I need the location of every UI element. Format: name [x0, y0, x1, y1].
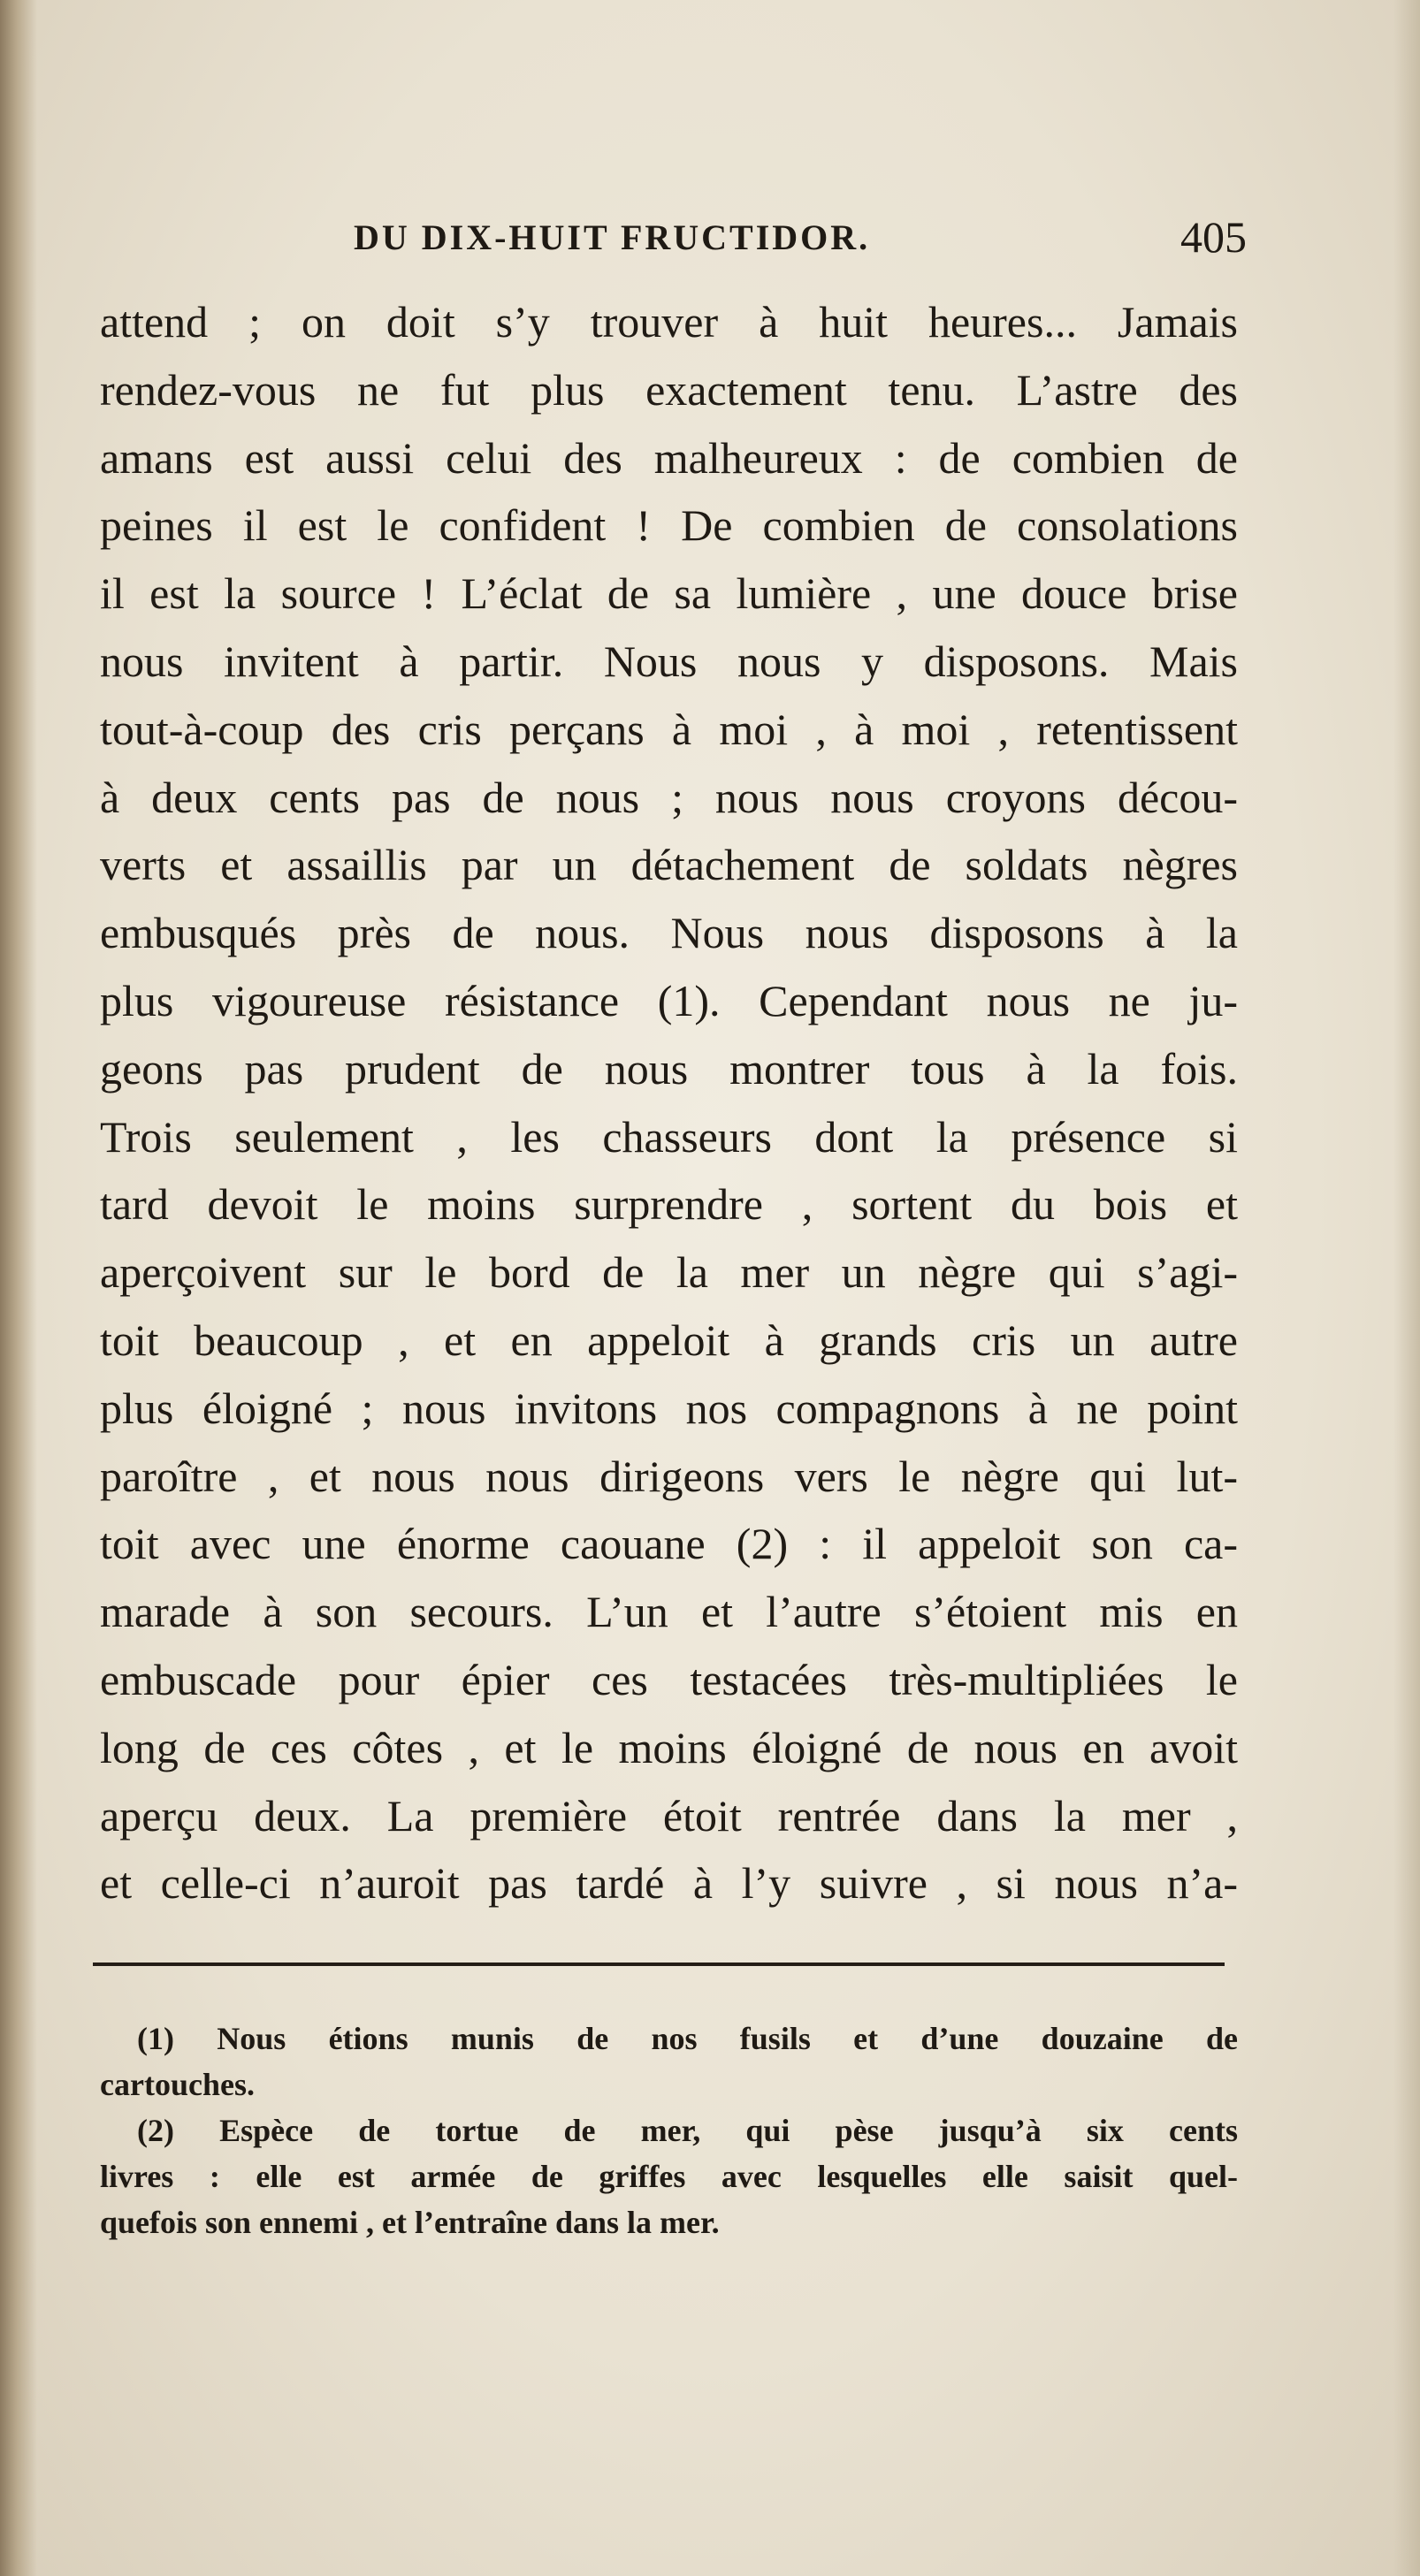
text-line: plus vigoureuse résistance (1). Cependant nous ne ju-	[100, 975, 1238, 1025]
footnote-line: livres : elle est armée de griffes avec lesquelles elle saisit quel-	[100, 2159, 1238, 2194]
text-line: embuscade pour épier ces testacées très-multipliées le	[100, 1654, 1238, 1704]
text-line: attend ; on doit s’y trouver à huit heures... Jamais	[100, 297, 1238, 347]
running-title: DU DIX-HUIT FRUCTIDOR.	[354, 217, 871, 257]
text-line: long de ces côtes , et le moins éloigné de nous en avoit	[100, 1722, 1238, 1772]
text-line: amans est aussi celui des malheureux : de combien de	[100, 432, 1238, 483]
body-text	[100, 288, 1238, 1917]
text-line: aperçoivent sur le bord de la mer un nègre qui s’agi-	[100, 1247, 1238, 1298]
text-line: à deux cents pas de nous ; nous nous croyons décou-	[100, 772, 1238, 822]
footnote-line: quefois son ennemi , et l’entraîne dans la mer.	[100, 2205, 720, 2240]
footnote-line: cartouches.	[100, 2067, 255, 2102]
text-line: verts et assaillis par un détachement de soldats nègres	[100, 840, 1238, 890]
text-line: nous invitent à partir. Nous nous y disposons. Mais	[100, 636, 1238, 686]
text-line: Trois seulement , les chasseurs dont la présence si	[100, 1111, 1238, 1162]
text-line: geons pas prudent de nous montrer tous à la fois.	[100, 1043, 1238, 1094]
page-number: 405	[1180, 212, 1247, 262]
footnote-rule	[93, 1962, 1225, 1966]
page-header	[354, 212, 1247, 278]
footnote-line: (2) Espèce de tortue de mer, qui pèse jusqu’à six cents	[137, 2113, 1238, 2148]
text-line: tard devoit le moins surprendre , sortent du bois et	[100, 1179, 1238, 1230]
footnotes	[100, 2016, 1238, 2245]
text-line: il est la source ! L’éclat de sa lumière , une douce brise	[100, 568, 1238, 619]
text-line: tout-à-coup des cris perçans à moi , à moi , retentissent	[100, 704, 1238, 754]
text-line: et celle-ci n’auroit pas tardé à l’y suivre , si nous n’a-	[100, 1858, 1238, 1909]
text-line: toit avec une énorme caouane (2) : il appeloit son ca-	[100, 1519, 1238, 1569]
text-line: paroître , et nous nous dirigeons vers le nègre qui lut-	[100, 1451, 1238, 1501]
text-line: peines il est le confident ! De combien de consolations	[100, 500, 1238, 551]
footnote-line: (1) Nous étions munis de nos fusils et d’une douzaine de	[137, 2021, 1238, 2056]
text-line: embusqués près de nous. Nous nous disposons à la	[100, 908, 1238, 958]
text-line: toit beaucoup , et en appeloit à grands cris un autre	[100, 1315, 1238, 1365]
text-line: marade à son secours. L’un et l’autre s’étoient mis en	[100, 1587, 1238, 1637]
text-line: aperçu deux. La première étoit rentrée dans la mer ,	[100, 1790, 1238, 1841]
text-line: rendez-vous ne fut plus exactement tenu. L’astre des	[100, 364, 1238, 415]
text-line: plus éloigné ; nous invitons nos compagnons à ne point	[100, 1383, 1238, 1433]
